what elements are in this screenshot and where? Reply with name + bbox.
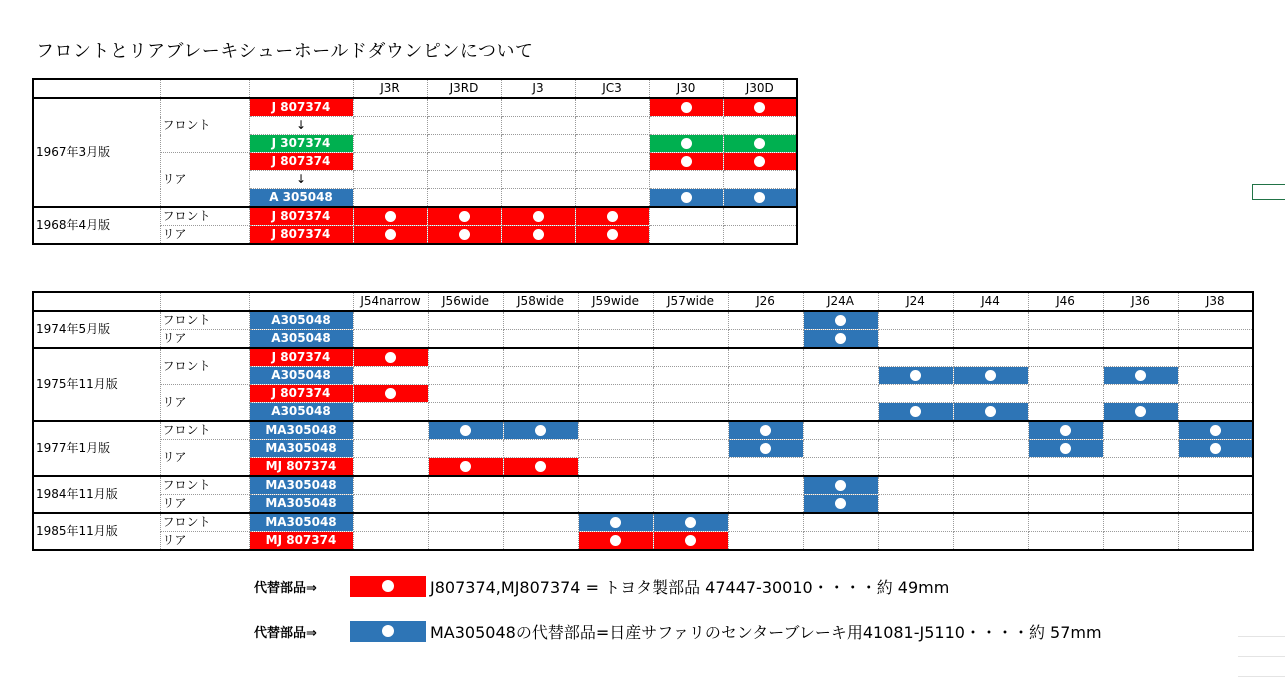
marker-cell[interactable]	[803, 330, 878, 349]
legend-swatch-red	[350, 576, 426, 597]
dot-icon	[760, 443, 771, 454]
col-header[interactable]: J59wide	[578, 292, 653, 311]
col-header[interactable]: J24	[878, 292, 953, 311]
part-code-cell[interactable]: J 807374	[249, 98, 353, 117]
col-header[interactable]: JC3	[575, 79, 649, 98]
part-code-cell[interactable]: MA305048	[249, 421, 353, 440]
dot-icon	[760, 425, 771, 436]
dot-icon	[681, 102, 692, 113]
part-code-cell[interactable]: A 305048	[249, 189, 353, 208]
marker-cell[interactable]	[353, 226, 427, 245]
gridline	[1238, 636, 1285, 637]
col-header[interactable]: J3	[501, 79, 575, 98]
dot-icon	[610, 535, 621, 546]
part-code-cell[interactable]: J 807374	[249, 385, 353, 403]
marker-cell[interactable]	[878, 367, 953, 385]
col-header[interactable]: J46	[1028, 292, 1103, 311]
dot-icon	[1135, 406, 1146, 417]
dot-icon	[681, 156, 692, 167]
marker-cell[interactable]	[1178, 440, 1253, 458]
part-code-cell[interactable]: J 807374	[249, 207, 353, 226]
col-header[interactable]: J30	[649, 79, 723, 98]
part-code-cell[interactable]: MJ 807374	[249, 458, 353, 477]
legend-label: 代替部品⇒	[254, 580, 317, 596]
position-cell[interactable]: フロント	[160, 311, 249, 330]
marker-cell[interactable]	[1178, 421, 1253, 440]
part-code-cell[interactable]: MA305048	[249, 440, 353, 458]
part-code-cell[interactable]: J 307374	[249, 135, 353, 153]
part-code-cell[interactable]: A305048	[249, 311, 353, 330]
gridline	[1238, 676, 1285, 677]
marker-cell[interactable]	[503, 421, 578, 440]
dot-icon	[835, 498, 846, 509]
dot-icon	[754, 102, 765, 113]
marker-cell[interactable]	[575, 207, 649, 226]
dot-icon	[535, 425, 546, 436]
col-header[interactable]: J57wide	[653, 292, 728, 311]
dot-icon	[607, 211, 618, 222]
position-cell[interactable]: リア	[160, 153, 249, 208]
marker-cell[interactable]	[575, 226, 649, 245]
col-header[interactable]: J3R	[353, 79, 427, 98]
position-cell[interactable]: フロント	[160, 476, 249, 495]
table-row	[33, 207, 797, 226]
part-code-cell[interactable]: A305048	[249, 367, 353, 385]
marker-cell[interactable]	[723, 153, 797, 171]
table-row	[33, 98, 797, 117]
part-code-cell[interactable]: MA305048	[249, 476, 353, 495]
dot-icon	[681, 138, 692, 149]
marker-cell[interactable]	[1028, 421, 1103, 440]
marker-cell[interactable]	[953, 367, 1028, 385]
part-code-cell[interactable]: MA305048	[249, 495, 353, 514]
dot-icon	[382, 580, 394, 592]
marker-cell[interactable]	[428, 421, 503, 440]
dot-icon	[754, 156, 765, 167]
position-cell[interactable]: リア	[160, 330, 249, 349]
dot-icon	[1135, 370, 1146, 381]
dot-icon	[382, 625, 394, 637]
position-cell[interactable]: リア	[160, 226, 249, 245]
dot-icon	[460, 461, 471, 472]
dot-icon	[835, 480, 846, 491]
dot-icon	[385, 388, 396, 399]
marker-cell[interactable]	[649, 189, 723, 208]
dot-icon	[681, 192, 692, 203]
edition-cell[interactable]: 1974年5月版	[33, 311, 160, 348]
marker-cell[interactable]	[953, 403, 1028, 422]
marker-cell[interactable]	[649, 153, 723, 171]
page-title: フロントとリアブレーキシューホールドダウンピンについて	[36, 41, 534, 62]
col-header[interactable]: J58wide	[503, 292, 578, 311]
dot-icon	[985, 406, 996, 417]
legend-blue-text: MA305048の代替部品=日産サファリのセンターブレーキ用41081-J5110・・・・約 57mm	[430, 622, 1102, 642]
dot-icon	[535, 461, 546, 472]
marker-cell[interactable]	[427, 207, 501, 226]
legend-label: 代替部品⇒	[254, 625, 317, 641]
dot-icon	[460, 425, 471, 436]
marker-cell[interactable]	[578, 513, 653, 532]
marker-cell[interactable]	[1103, 367, 1178, 385]
table-row	[33, 385, 1253, 403]
marker-cell[interactable]	[653, 532, 728, 551]
dot-icon	[459, 211, 470, 222]
table-row	[33, 440, 1253, 458]
col-header[interactable]: J54narrow	[353, 292, 428, 311]
table-row	[33, 311, 1253, 330]
col-header[interactable]: J26	[728, 292, 803, 311]
marker-cell[interactable]	[653, 513, 728, 532]
gridline	[1238, 656, 1285, 657]
marker-cell[interactable]	[503, 458, 578, 477]
position-cell[interactable]: リア	[160, 385, 249, 422]
part-code-cell[interactable]: A305048	[249, 403, 353, 422]
dot-icon	[985, 370, 996, 381]
part-code-cell[interactable]: J 807374	[249, 226, 353, 245]
dot-icon	[1210, 425, 1221, 436]
position-cell[interactable]: フロント	[160, 98, 249, 153]
table-row	[33, 513, 1253, 532]
part-code-cell[interactable]: MJ 807374	[249, 532, 353, 551]
marker-cell[interactable]	[353, 207, 427, 226]
arrow-cell[interactable]: ↓	[249, 117, 353, 135]
dot-icon	[1060, 425, 1071, 436]
dot-icon	[533, 211, 544, 222]
table-1974-1985	[32, 291, 1254, 551]
marker-cell[interactable]	[728, 421, 803, 440]
dot-icon	[385, 229, 396, 240]
dot-icon	[385, 352, 396, 363]
edition-cell[interactable]: 1984年11月版	[33, 476, 160, 513]
edition-cell[interactable]: 1975年11月版	[33, 348, 160, 421]
arrow-cell[interactable]: ↓	[249, 171, 353, 189]
part-code-cell[interactable]: A305048	[249, 330, 353, 349]
legend-red	[254, 575, 949, 597]
marker-cell[interactable]	[803, 476, 878, 495]
position-cell[interactable]: フロント	[160, 513, 249, 532]
marker-cell[interactable]	[649, 98, 723, 117]
table-row	[33, 421, 1253, 440]
dot-icon	[1060, 443, 1071, 454]
marker-cell[interactable]	[427, 226, 501, 245]
dot-icon	[685, 517, 696, 528]
marker-cell[interactable]	[723, 98, 797, 117]
edition-cell[interactable]: 1985年11月版	[33, 513, 160, 550]
col-header[interactable]: J38	[1178, 292, 1253, 311]
part-code-cell[interactable]: J 807374	[249, 348, 353, 367]
col-header[interactable]: J24A	[803, 292, 878, 311]
marker-cell[interactable]	[1028, 440, 1103, 458]
dot-icon	[685, 535, 696, 546]
marker-cell[interactable]	[578, 532, 653, 551]
part-code-cell[interactable]: MA305048	[249, 513, 353, 532]
marker-cell[interactable]	[353, 348, 428, 367]
dot-icon	[1210, 443, 1221, 454]
dot-icon	[607, 229, 618, 240]
header-row	[33, 79, 797, 98]
header-row	[33, 292, 1253, 311]
dot-icon	[754, 192, 765, 203]
marker-cell[interactable]	[501, 207, 575, 226]
dot-icon	[910, 370, 921, 381]
edition-cell[interactable]: 1968年4月版	[33, 207, 160, 244]
table-1967-1968	[32, 78, 798, 245]
legend-swatch-blue	[350, 621, 426, 642]
position-cell[interactable]: フロント	[160, 421, 249, 440]
dot-icon	[754, 138, 765, 149]
col-header[interactable]: J3RD	[427, 79, 501, 98]
dot-icon	[835, 333, 846, 344]
position-cell[interactable]: リア	[160, 440, 249, 477]
marker-cell[interactable]	[878, 403, 953, 422]
dot-icon	[610, 517, 621, 528]
col-header[interactable]: J56wide	[428, 292, 503, 311]
edition-cell[interactable]: 1977年1月版	[33, 421, 160, 476]
position-cell[interactable]: フロント	[160, 207, 249, 226]
marker-cell[interactable]	[803, 495, 878, 514]
marker-cell[interactable]	[353, 385, 428, 403]
col-header[interactable]: J30D	[723, 79, 797, 98]
position-cell[interactable]: リア	[160, 495, 249, 514]
marker-cell[interactable]	[723, 135, 797, 153]
marker-cell[interactable]	[723, 189, 797, 208]
legend-red-text: J807374,MJ807374 = トヨタ製部品 47447-30010・・・・約 49mm	[430, 577, 950, 597]
dot-icon	[910, 406, 921, 417]
marker-cell[interactable]	[428, 458, 503, 477]
marker-cell[interactable]	[803, 311, 878, 330]
dot-icon	[385, 211, 396, 222]
marker-cell[interactable]	[649, 135, 723, 153]
col-header[interactable]: J44	[953, 292, 1028, 311]
table-row	[33, 348, 1253, 367]
table-row	[33, 330, 1253, 349]
selected-cell-outline[interactable]	[1252, 184, 1285, 200]
col-header[interactable]: J36	[1103, 292, 1178, 311]
part-code-cell[interactable]: J 807374	[249, 153, 353, 171]
marker-cell[interactable]	[728, 440, 803, 458]
dot-icon	[459, 229, 470, 240]
dot-icon	[835, 315, 846, 326]
position-cell[interactable]: リア	[160, 532, 249, 551]
legend-blue	[254, 620, 1102, 642]
edition-cell[interactable]: 1967年3月版	[33, 98, 160, 207]
dot-icon	[533, 229, 544, 240]
table-row	[33, 495, 1253, 514]
marker-cell[interactable]	[1103, 403, 1178, 422]
marker-cell[interactable]	[501, 226, 575, 245]
table-row	[33, 476, 1253, 495]
position-cell[interactable]: フロント	[160, 348, 249, 385]
table-row	[33, 532, 1253, 551]
